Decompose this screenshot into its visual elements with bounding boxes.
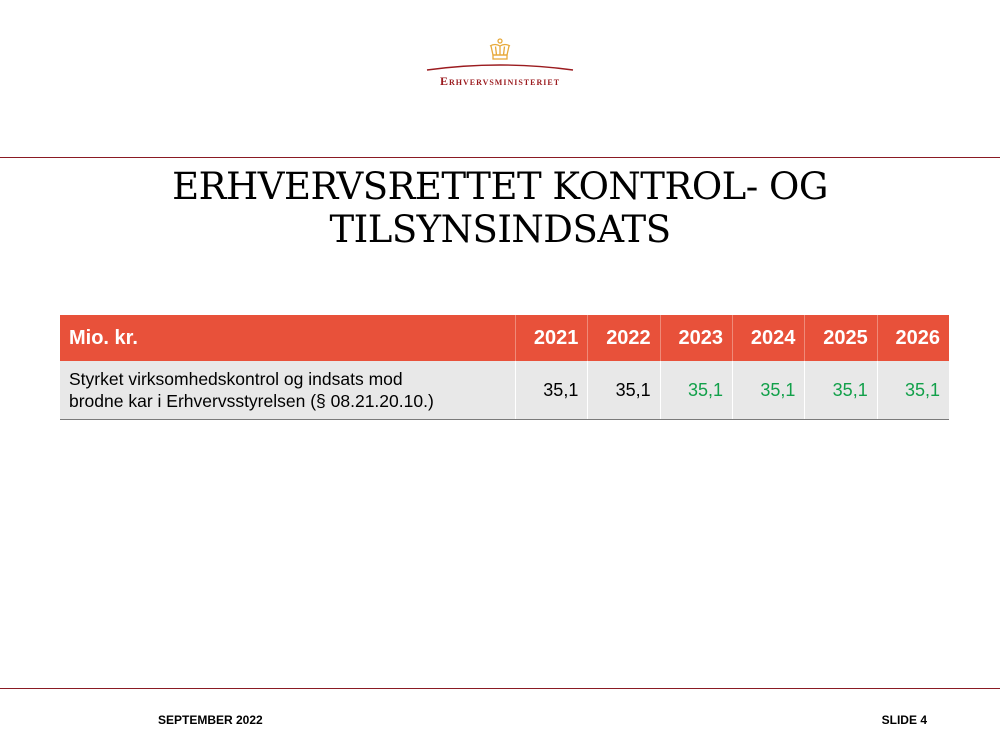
header-year-2022: 2022 [588, 315, 660, 361]
row-label-line-2: brodne kar i Erhvervsstyrelsen (§ 08.21.20.10.) [69, 391, 434, 411]
footer-slide-number: SLIDE 4 [881, 713, 927, 727]
value-2026: 35,1 [877, 361, 949, 420]
table-row [60, 361, 949, 420]
footer-date: SEPTEMBER 2022 [158, 713, 263, 727]
top-divider [0, 157, 1000, 158]
header-year-2021: 2021 [516, 315, 588, 361]
slide-title [60, 165, 940, 251]
ministry-logo [0, 38, 1000, 98]
logo-wordmark: Erhvervsministeriet [439, 74, 561, 88]
value-2023: 35,1 [660, 361, 732, 420]
budget-table [60, 315, 949, 420]
logo-arc [425, 62, 575, 72]
header-unit-label: Mio. kr. [60, 315, 516, 361]
value-2024: 35,1 [733, 361, 805, 420]
value-2021: 35,1 [516, 361, 588, 420]
header-year-2026: 2026 [877, 315, 949, 361]
header-year-2023: 2023 [660, 315, 732, 361]
bottom-divider [0, 688, 1000, 689]
row-label [60, 361, 516, 420]
value-2022: 35,1 [588, 361, 660, 420]
slide-title-line-1: ERHVERVSRETTET KONTROL- OG [172, 165, 828, 208]
table-header-row [60, 315, 949, 361]
slide-title-line-2: TILSYNSINDSATS [329, 208, 671, 251]
value-2025: 35,1 [805, 361, 877, 420]
header-year-2024: 2024 [733, 315, 805, 361]
row-label-line-1: Styrket virksomhedskontrol og indsats mod [69, 369, 403, 389]
crown-icon [486, 38, 514, 62]
header-year-2025: 2025 [805, 315, 877, 361]
